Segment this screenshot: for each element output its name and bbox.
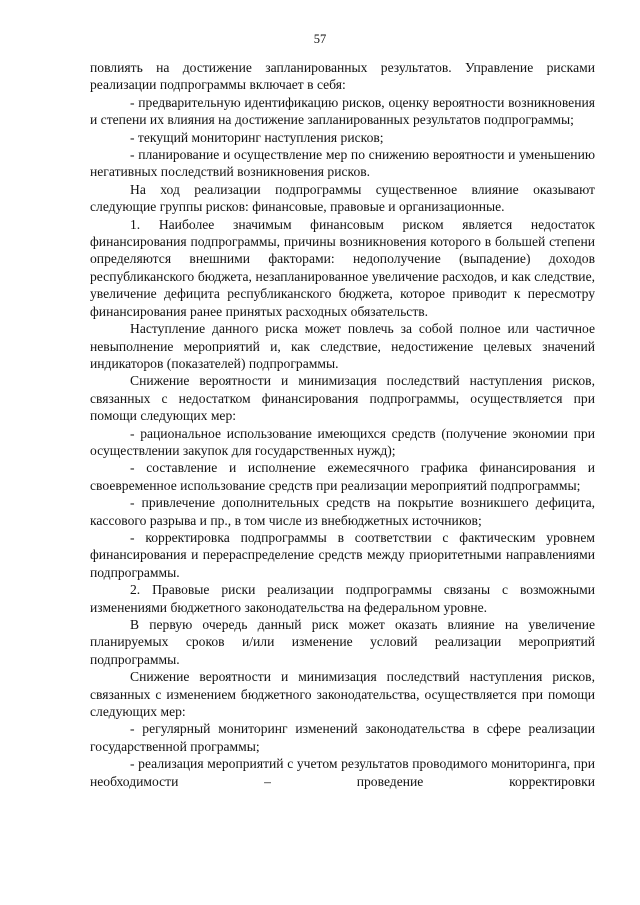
- paragraph: Снижение вероятности и минимизация последствий наступления рисков, связанных с недостатком финансирования подпрограммы, осуществляется при помощи следующих мер:: [90, 373, 595, 424]
- list-item: - составление и исполнение ежемесячного графика финансирования и своевременное использование средств при реализации мероприятий подпрограммы;: [90, 460, 595, 493]
- paragraph: Снижение вероятности и минимизация последствий наступления рисков, связанных с изменением бюджетного законодательства, осуществляется при помощи следующих мер:: [90, 669, 595, 720]
- paragraph: Наступление данного риска может повлечь за собой полное или частичное невыполнение мероприятий и, как следствие, недостижение целевых значений индикаторов (показателей) подпрограммы.: [90, 321, 595, 371]
- page-number: 57: [313, 32, 327, 46]
- paragraph: повлиять на достижение запланированных результатов. Управление рисками реализации подпрограммы включает в себя:: [90, 60, 595, 93]
- list-item: - предварительную идентификацию рисков, оценку вероятности возникновения и степени их влияния на достижение запланированных результатов подпрограммы;: [90, 94, 595, 128]
- list-item: - привлечение дополнительных средств на покрытие возникшего дефицита, кассового разрыва и пр., в том числе из внебюджетных источников;: [90, 495, 595, 528]
- document-body: [90, 59, 595, 790]
- paragraph: 2. Правовые риски реализации подпрограммы связаны с возможными изменениями бюджетного законодательства на федеральном уровне.: [90, 582, 595, 615]
- list-item: - регулярный мониторинг изменений законодательства в сфере реализации государственной программы;: [90, 721, 595, 754]
- list-item: - планирование и осуществление мер по снижению вероятности и уменьшению негативных последствий возникновения рисков.: [90, 147, 595, 180]
- paragraph: На ход реализации подпрограммы существенное влияние оказывают следующие группы рисков: финансовые, правовые и организационные.: [90, 181, 595, 215]
- list-item: - реализация мероприятий с учетом результатов проводимого мониторинга, при необходимости – проведение корректировки: [90, 756, 595, 789]
- paragraph: В первую очередь данный риск может оказать влияние на увеличение планируемых сроков и/или изменение условий реализации мероприятий подпрограммы.: [90, 617, 595, 667]
- list-item: - корректировка подпрограммы в соответствии с фактическим уровнем финансирования и перераспределение средств между приоритетными направлениями подпрограммы.: [90, 529, 595, 580]
- paragraph: 1. Наиболее значимым финансовым риском является недостаток финансирования подпрограммы, причины возникновения которого в большей степени определяются внешними факторами: недополучение (выпадение) доходов республиканского бюджета, незапланированное увеличение расходов, и как следствие, увеличение дефицита республиканского бюджета, которое приводит к пересмотру финансирования ранее принятых расходных обязательств.: [90, 216, 595, 319]
- list-item: - рациональное использование имеющихся средств (получение экономии при осуществлении закупок для государственных нужд);: [90, 425, 595, 458]
- list-item: - текущий мониторинг наступления рисков;: [130, 129, 384, 145]
